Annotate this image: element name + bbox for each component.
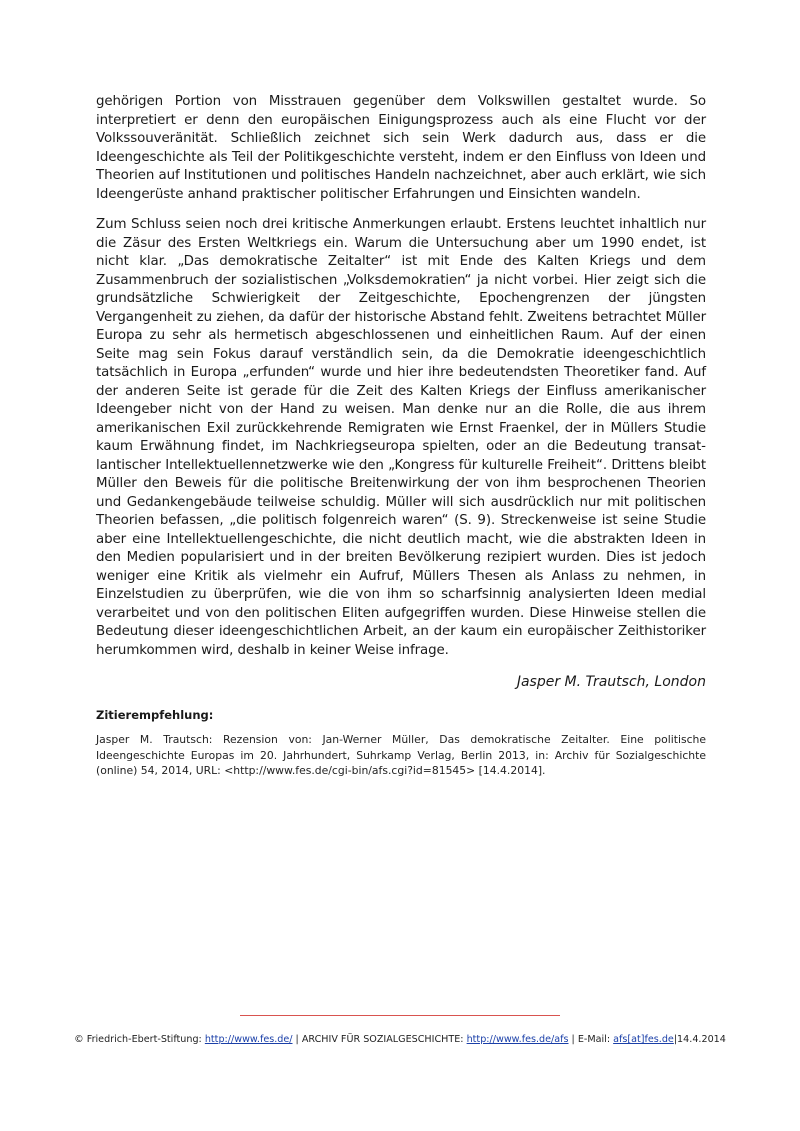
page-footer bbox=[0, 1034, 800, 1045]
citation-block bbox=[96, 708, 706, 779]
citation-heading: Zitierempfehlung: bbox=[96, 708, 214, 722]
footer-email-label: | E-Mail: bbox=[568, 1034, 614, 1045]
footer-archive-label: | ARCHIV FÜR SOZIALGESCHICHTE: bbox=[292, 1034, 467, 1045]
body-paragraph-1: gehörigen Portion von Misstrauen gegenüber dem Volkswillen gestaltet wurde. So interpretiert er denn den europäischen Einigungsprozess auch als eine Flucht vor der Volkssouveränität. Schließlich zeichnet sich sein Werk dadurch aus, dass er die Ideengeschichte als Teil der Politikgeschichte versteht, indem er den Einfluss von Ideen und Theorien auf Institutionen und politisches Handeln nachzeichnet, aber auch erklärt, wie sich Ideengerüste anhand praktischer politischer Erfahrungen und Einsichten wandeln. bbox=[96, 94, 706, 202]
email-link[interactable]: afs[at]fes.de bbox=[613, 1034, 674, 1045]
footer-date: |14.4.2014 bbox=[673, 1034, 726, 1045]
footer-copyright: © Friedrich-Ebert-Stiftung: bbox=[74, 1034, 205, 1045]
citation-text: Jasper M. Trautsch: Rezension von: Jan-Werner Müller, Das demokratische Zeitalter. Eine politische Ideengeschichte Europas im 20. Jahrhundert, Suhrkamp Verlag, Berlin 2013, in: Archiv für Sozialgeschichte (online) 54, 2014, URL: <http://www.fes.de/cgi-bin/afs.cgi?id=81545> [14.4.2014]. bbox=[96, 733, 706, 777]
body-paragraph-2: Zum Schluss seien noch drei kritische Anmerkungen erlaubt. Erstens leuchtet inhaltlich nur die Zäsur des Ersten Weltkriegs ein. Warum die Untersuchung aber um 1990 endet, ist nicht klar. „Das demokratische Zeitalter“ ist mit Ende des Kalten Kriegs und dem Zusammenbruch der sozialistischen „Volksdemokratien“ ja nicht vorbei. Hier zeigt sich die grundsätzliche Schwierigkeit der Zeitgeschichte, Epochengrenzen der jüngsten Vergangenheit zu ziehen, da dafür der historische Abstand fehlt. Zweitens betrachtet Müller Europa zu sehr als hermetisch abgeschlossenen und einheitlichen Raum. Auf der einen Seite mag sein Fokus darauf verständlich sein, da die Demokratie ideengeschichtlich tatsächlich in Europa „erfunden“ wurde und hier ihre bedeutendsten Theoretiker fand. Auf der anderen Seite ist gerade für die Zeit des Kalten Kriegs der Einfluss amerikanischer Ideengeber nicht von der Hand zu weisen. Man denke nur an die Rolle, die aus ihrem amerikanischen Exil zurückkehrende Remigraten wie Ernst Fraenkel, der in Müllers Studie kaum Erwähnung findet, im Nachkriegseuropa spielten, oder an die Bedeutung transatlantischer Intellektuellennetzwerke wie den „Kongress für kulturelle Freiheit“. Drittens bleibt Müller den Beweis für die politische Breitenwirkung der von ihm besprochenen Theorien und Gedankengebäude teilweise schuldig. Müller will sich ausdrücklich nur mit politischen Theorien befassen, „die politisch folgenreich waren“ (S. 9). Streckenweise ist seine Studie aber eine Intellektuellengeschichte, die nicht deutlich macht, wie die abstrakten Ideen in den Medien popularisiert und in der breiten Bevölkerung rezipiert wurden. Dies ist jedoch weniger eine Kritik als vielmehr ein Aufruf, Müllers Thesen als Anlass zu nehmen, in Einzelstudien zu überprüfen, wie die von ihm so scharfsinnig analysierten Ideen medial verarbeitet und von den politischen Eliten aufgegriffen wurden. Diese Hinweise stellen die Bedeutung dieser ideengeschichtlichen Arbeit, an der kaum ein europäischer Zeithistoriker herumkommen wird, deshalb in keiner Weise infrage. bbox=[96, 217, 706, 658]
footer-divider bbox=[240, 1015, 560, 1016]
afs-link[interactable]: http://www.fes.de/afs bbox=[466, 1034, 569, 1045]
author-signature: Jasper M. Trautsch, London bbox=[516, 674, 706, 690]
fes-link[interactable]: http://www.fes.de/ bbox=[204, 1034, 293, 1045]
review-body bbox=[96, 93, 706, 692]
